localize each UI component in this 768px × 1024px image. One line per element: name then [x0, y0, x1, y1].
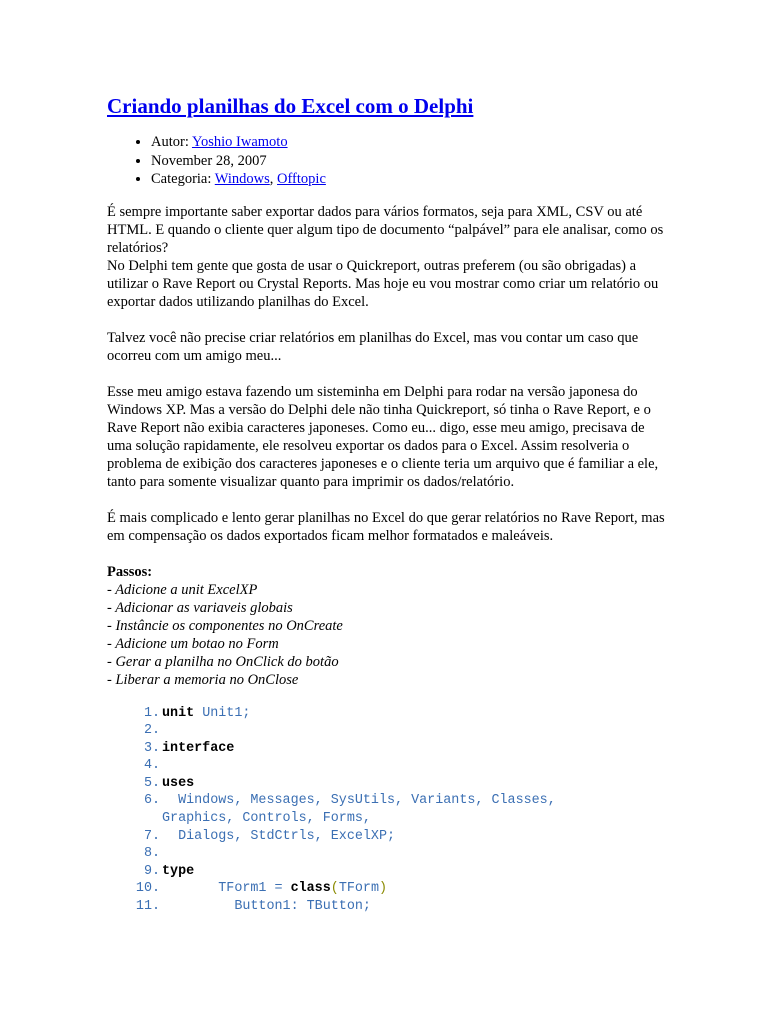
- code-text: Unit1;: [194, 705, 251, 721]
- code-line: 4 .: [129, 757, 667, 775]
- step-item: - Liberar a memoria no OnClose: [107, 671, 299, 688]
- code-keyword: type: [162, 863, 195, 879]
- line-number: 11: [135, 899, 152, 915]
- step-item: - Instâncie os componentes no OnCreate: [107, 617, 343, 634]
- code-line: 6 . Windows, Messages, SysUtils, Variants, Classes, Graphics, Controls, Forms,: [129, 792, 667, 827]
- line-number: 8: [143, 846, 152, 862]
- paragraph-intro: É sempre importante saber exportar dados para vários formatos, seja para XML, CSV ou até HTML. E quando o cliente quer algum tipo de documento “palpável” para ele analisar, como os relatórios?: [107, 203, 664, 256]
- code-line: 3 . interface: [129, 740, 667, 758]
- code-text: Windows, Messages, SysUtils, Variants, Classes, Graphics, Controls, Forms,: [162, 793, 556, 827]
- code-paren: ): [379, 881, 388, 897]
- code-line: 2 .: [129, 722, 667, 740]
- steps-block: [107, 563, 667, 689]
- line-number: 5: [143, 775, 152, 791]
- code-line: 5 . uses: [129, 775, 667, 793]
- line-number: 2: [143, 723, 152, 739]
- article-title: [107, 92, 667, 120]
- line-number: 1: [143, 705, 152, 721]
- line-number: 6: [143, 793, 152, 809]
- code-text: Dialogs, StdCtrls, ExcelXP;: [162, 828, 396, 844]
- meta-category: [151, 170, 667, 189]
- paragraph-delphi-reports: No Delphi tem gente que gosta de usar o Quickreport, outras preferem (ou são obrigadas) a utilizar o Rave Report ou Crystal Reports. Mas hoje eu vou mostrar como criar um relatório ou exportar dados utilizando planilhas do Excel.: [107, 257, 659, 310]
- paragraph-friend-case: Talvez você não precise criar relatórios em planilhas do Excel, mas vou contar um caso que ocorreu com um amigo meu...: [107, 329, 639, 364]
- article-title-link[interactable]: Criando planilhas do Excel com o Delphi: [107, 94, 474, 118]
- post-date: November 28, 2007: [151, 152, 267, 169]
- category-separator: ,: [269, 171, 278, 187]
- code-line: 9 . type: [129, 863, 667, 881]
- meta-author: [151, 133, 667, 152]
- code-line: 10 . TForm1 = class ( TForm ): [129, 880, 667, 898]
- line-number: 10: [135, 881, 152, 897]
- code-line: 8 .: [129, 845, 667, 863]
- code-line: 1 . unit Unit1;: [129, 705, 667, 723]
- author-label: Autor:: [151, 134, 192, 150]
- category-label: Categoria:: [151, 171, 215, 187]
- code-listing: [129, 705, 667, 916]
- category-link-offtopic[interactable]: Offtopic: [277, 171, 326, 187]
- step-item: - Adicione a unit ExcelXP: [107, 581, 258, 598]
- code-paren: (: [330, 881, 339, 897]
- step-item: - Adicionar as variaveis globais: [107, 599, 293, 616]
- article-meta-list: [107, 133, 667, 189]
- article: [107, 92, 667, 916]
- code-keyword: class: [290, 881, 331, 897]
- code-text: TForm: [338, 881, 379, 897]
- author-link[interactable]: Yoshio Iwamoto: [191, 134, 288, 150]
- category-link-windows[interactable]: Windows: [214, 171, 270, 187]
- code-keyword: uses: [162, 775, 195, 791]
- code-line: 7 . Dialogs, StdCtrls, ExcelXP;: [129, 828, 667, 846]
- code-keyword: unit: [162, 705, 195, 721]
- code-keyword: interface: [162, 740, 235, 756]
- line-number: 4: [143, 758, 152, 774]
- paragraph-story: Esse meu amigo estava fazendo um sisteminha em Delphi para rodar na versão japonesa do Windows XP. Mas a versão do Delphi dele não tinha Quickreport, só tinha o Rave Report, e o Rave Report não exibia caracteres japoneses. Como eu... digo, esse meu amigo, precisava de uma solução rapidamente, ele resolveu exportar os dados para o Excel. Assim resolveria o problema de exibição dos caracteres japoneses e o cliente teria um arquivo que é familiar a ele, tanto para somente visualizar quanto para imprimir os dados/relatório.: [107, 383, 659, 490]
- code-text: TForm1 =: [162, 881, 291, 897]
- step-item: - Adicione um botao no Form: [107, 635, 279, 652]
- meta-date: [151, 152, 667, 171]
- paragraph-tradeoff: É mais complicado e lento gerar planilhas no Excel do que gerar relatórios no Rave Report, mas em compensação os dados exportados ficam melhor formatados e maleáveis.: [107, 509, 665, 544]
- code-text: Button1: TButton;: [162, 899, 371, 915]
- line-number: 7: [143, 828, 152, 844]
- steps-title: Passos:: [107, 563, 153, 580]
- line-number: 3: [143, 740, 152, 756]
- line-number: 9: [143, 863, 152, 879]
- code-line: 11 . Button1: TButton;: [129, 898, 667, 916]
- step-item: - Gerar a planilha no OnClick do botão: [107, 653, 339, 670]
